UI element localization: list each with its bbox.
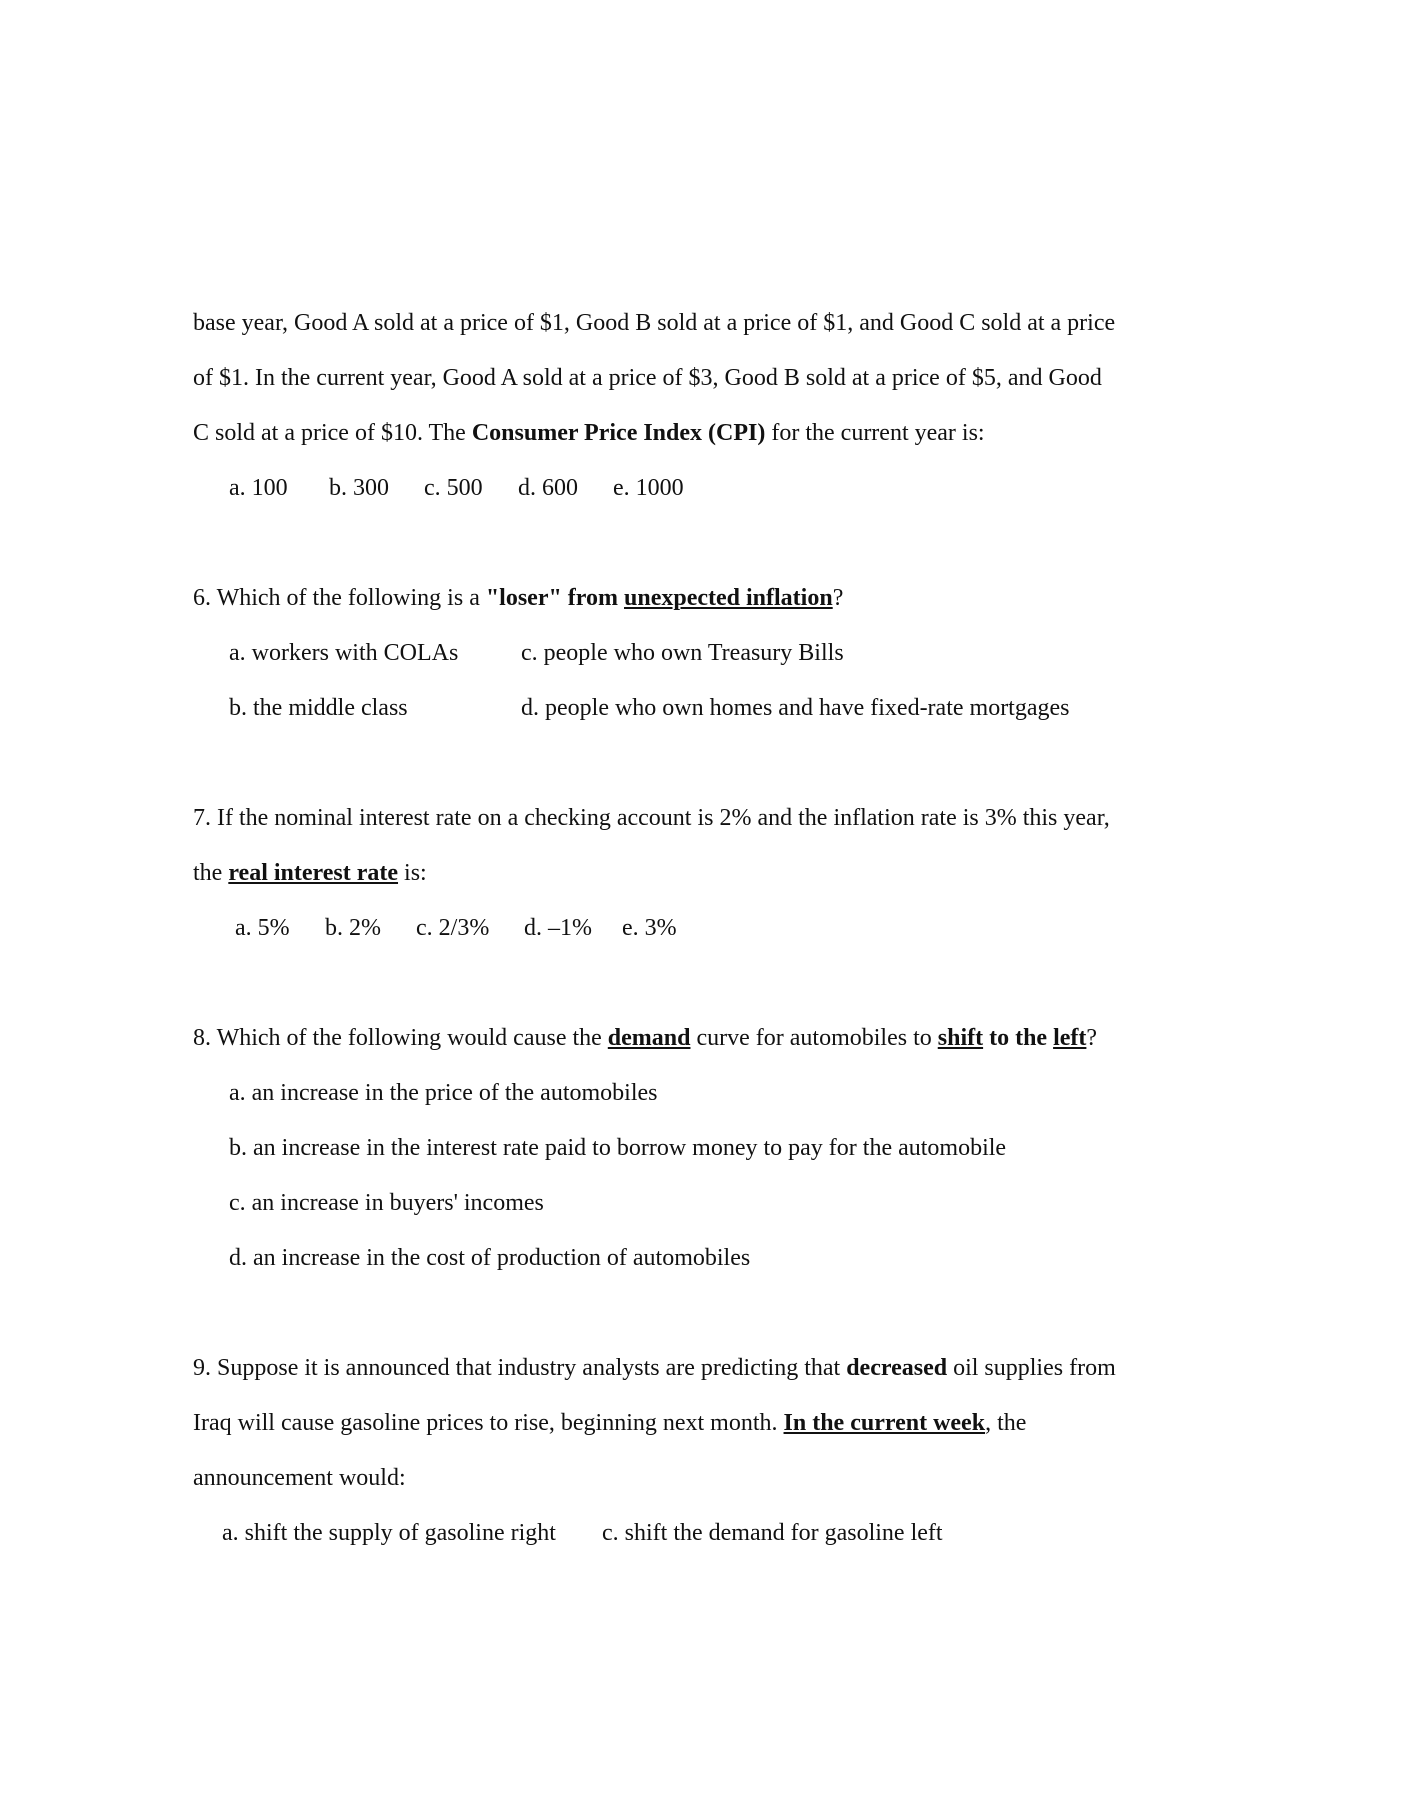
q6-option-c: c. people who own Treasury Bills [521, 640, 844, 666]
q6-unexpected-inflation-term: unexpected inflation [624, 585, 833, 611]
q9-line-3: announcement would: [193, 1465, 406, 1491]
q6-option-a: a. workers with COLAs [229, 640, 459, 666]
q9-line-2-text: Iraq will cause gasoline prices to rise, beginning next month. [193, 1410, 784, 1436]
q7-line-2-text: the [193, 860, 229, 886]
q5-option-b: b. 300 [329, 475, 389, 501]
q6-text: 6. Which of the following is a [193, 585, 486, 611]
q9-current-week-term: In the current week [783, 1410, 986, 1436]
q8-text-mid: curve for automobiles to [690, 1025, 938, 1051]
q5-cpi-term: Consumer Price Index (CPI) [471, 420, 766, 446]
q7-option-c: c. 2/3% [416, 915, 490, 941]
q8-question [193, 1023, 1097, 1053]
q8-to-the-term: to the [983, 1025, 1054, 1051]
q7-option-b: b. 2% [325, 915, 381, 941]
q7-real-interest-rate-term: real interest rate [228, 860, 399, 886]
q7-option-e: e. 3% [622, 915, 677, 941]
q8-question-mark: ? [1086, 1025, 1098, 1051]
q8-text: 8. Which of the following would cause the [193, 1025, 608, 1051]
q8-option-a: a. an increase in the price of the automobiles [229, 1080, 658, 1106]
q8-shift-term: shift [937, 1025, 984, 1051]
q6-option-d: d. people who own homes and have fixed-rate mortgages [521, 695, 1070, 721]
q5-line-3-end: for the current year is: [765, 420, 985, 446]
q7-line-2-end: is: [398, 860, 427, 886]
q6-loser-term: "loser" from [485, 585, 625, 611]
q7-line-2 [193, 858, 427, 888]
q6-option-b: b. the middle class [229, 695, 408, 721]
q5-line-1: base year, Good A sold at a price of $1, Good B sold at a price of $1, and Good C sold at a price [193, 310, 1116, 336]
q7-line-1: 7. If the nominal interest rate on a checking account is 2% and the inflation rate is 3% this year, [193, 805, 1110, 831]
q8-option-d: d. an increase in the cost of production of automobiles [229, 1245, 751, 1271]
q9-line-1-text: 9. Suppose it is announced that industry analysts are predicting that [193, 1355, 847, 1381]
q9-line-2-end: , the [985, 1410, 1027, 1436]
q8-option-c: c. an increase in buyers' incomes [229, 1190, 544, 1216]
q5-option-e: e. 1000 [613, 475, 684, 501]
q5-line-3 [193, 418, 985, 448]
q9-option-a: a. shift the supply of gasoline right [222, 1520, 556, 1546]
q6-question-mark: ? [832, 585, 844, 611]
q8-demand-term: demand [607, 1025, 691, 1051]
q9-line-1-end: oil supplies from [947, 1355, 1116, 1381]
q9-decreased-term: decreased [846, 1355, 948, 1381]
q5-option-d: d. 600 [518, 475, 578, 501]
q6-question [193, 583, 843, 613]
q9-line-1 [193, 1353, 1116, 1383]
q5-option-c: c. 500 [424, 475, 483, 501]
q5-option-a: a. 100 [229, 475, 288, 501]
q9-option-c: c. shift the demand for gasoline left [602, 1520, 943, 1546]
q7-option-d: d. –1% [524, 915, 592, 941]
q5-line-3-text: C sold at a price of $10. The [193, 420, 472, 446]
q8-option-b: b. an increase in the interest rate paid to borrow money to pay for the automobile [229, 1135, 1007, 1161]
q7-option-a: a. 5% [235, 915, 290, 941]
q9-line-2 [193, 1408, 1026, 1438]
q8-left-term: left [1053, 1025, 1087, 1051]
q5-line-2: of $1. In the current year, Good A sold at a price of $3, Good B sold at a price of $5, and Good [193, 365, 1102, 391]
